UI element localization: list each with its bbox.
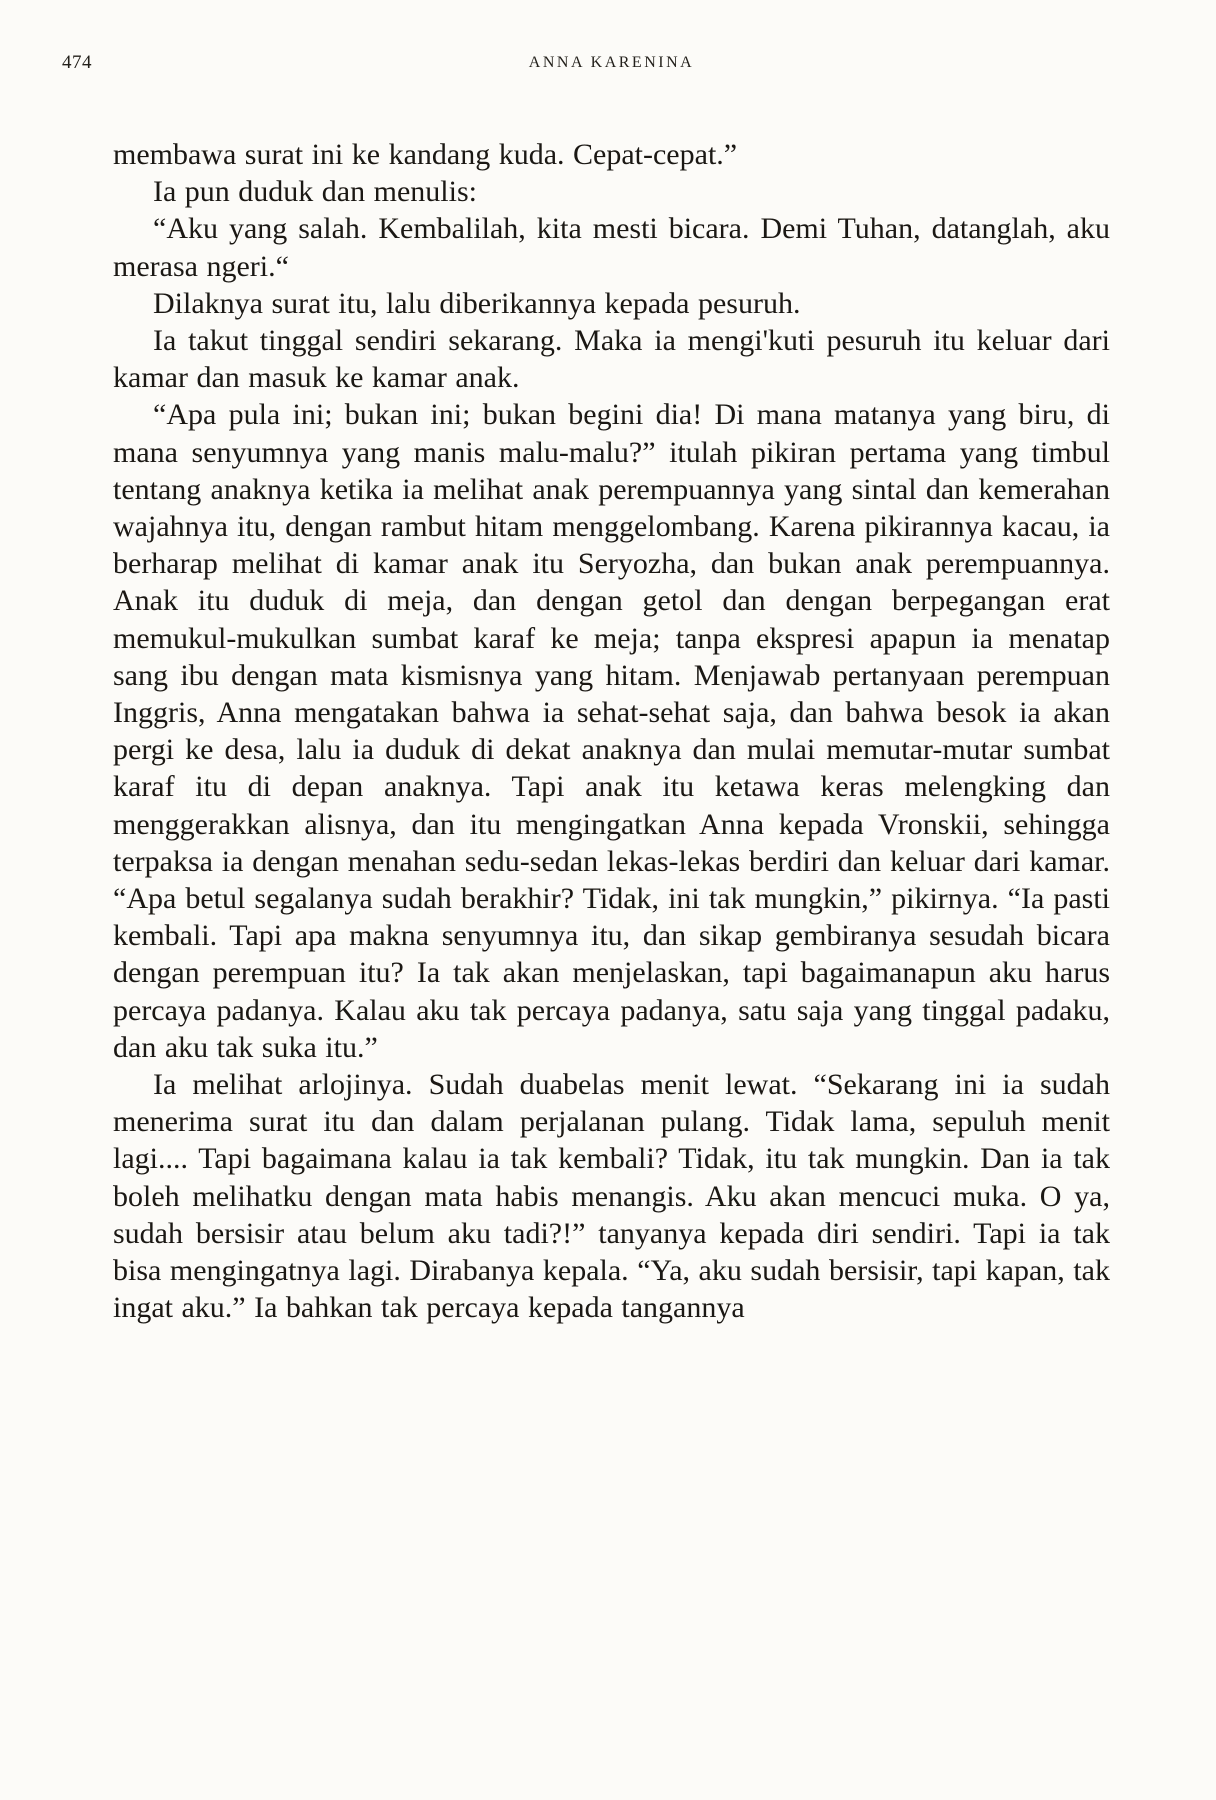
paragraph-letter-text: “Aku yang salah. Kembalilah, kita mesti bicara. Demi Tuhan, datanglah, aku merasa ngeri.“ [113, 212, 1110, 283]
paragraph: “Apa pula ini; bukan ini; bukan begini dia! Di mana matanya yang biru, di mana senyumnya yang manis malu-malu?” itulah pikiran pertama yang timbul tentang anaknya ketika ia melihat anak perempuannya yang sintal dan kemerahan wajahnya itu, dengan rambut hitam menggelombang. Karena pikirannya kacau, ia berharap melihat di kamar anak itu Seryozha, dan bukan anak perempuannya. Anak itu duduk di meja, dan dengan getol dan dengan berpegangan erat memukul-mukulkan sumbat karaf ke meja; tanpa ekspresi apapun ia menatap sang ibu dengan mata kismisnya yang hitam. Menjawab pertanyaan perempuan Inggris, Anna mengatakan bahwa ia sehat-sehat saja, dan bahwa besok ia akan pergi ke desa, lalu ia duduk di dekat anaknya dan mulai memutar-mutar sumbat karaf itu di depan anaknya. Tapi anak itu ketawa keras melengking dan menggerakkan alisnya, dan itu mengingatkan Anna kepada Vronskii, sehingga terpaksa ia dengan menahan sedu-sedan lekas-lekas berdiri dan keluar dari kamar. “Apa betul segalanya sudah berakhir? Tidak, ini tak mungkin,” pikirnya. “Ia pasti kembali. Tapi apa makna senyumnya itu, dan sikap gembiranya sesudah bicara dengan perempuan itu? Ia tak akan menjelaskan, tapi bagaimanapun aku harus percaya padanya. Kalau aku tak percaya padanya, satu saja yang tinggal padaku, dan aku tak suka itu.” [113, 398, 1110, 1064]
text-block [113, 136, 1110, 1327]
running-header [0, 0, 1216, 100]
paragraph: Ia takut tinggal sendiri sekarang. Maka ia mengi'kuti pesuruh itu keluar dari kamar dan masuk ke kamar anak. [113, 324, 1110, 395]
paragraph: Dilaknya surat itu, lalu diberikannya kepada pesuruh. [153, 286, 801, 320]
page-number: 474 [62, 52, 92, 73]
paragraph: Ia melihat arlojinya. Sudah duabelas menit lewat. “Sekarang ini ia sudah menerima surat itu dan dalam perjalanan pulang. Tidak lama, sepuluh menit lagi.... Tapi bagaimana kalau ia tak kembali? Tidak, itu tak mungkin. Dan ia tak boleh melihatku dengan mata habis menangis. Aku akan mencuci muka. O ya, sudah bersisir atau belum aku tadi?!” tanyanya kepada diri sendiri. Tapi ia tak bisa mengingatnya lagi. Dirabanya kepala. “Ya, aku sudah bersisir, tapi kapan, tak ingat aku.” Ia bahkan tak percaya kepada tangannya [113, 1068, 1110, 1325]
paragraph: Ia pun duduk dan menulis: [153, 175, 477, 209]
paragraph-continuation: membawa surat ini ke kandang kuda. Cepat-cepat.” [113, 138, 738, 171]
running-title: ANNA KARENINA [528, 54, 695, 71]
